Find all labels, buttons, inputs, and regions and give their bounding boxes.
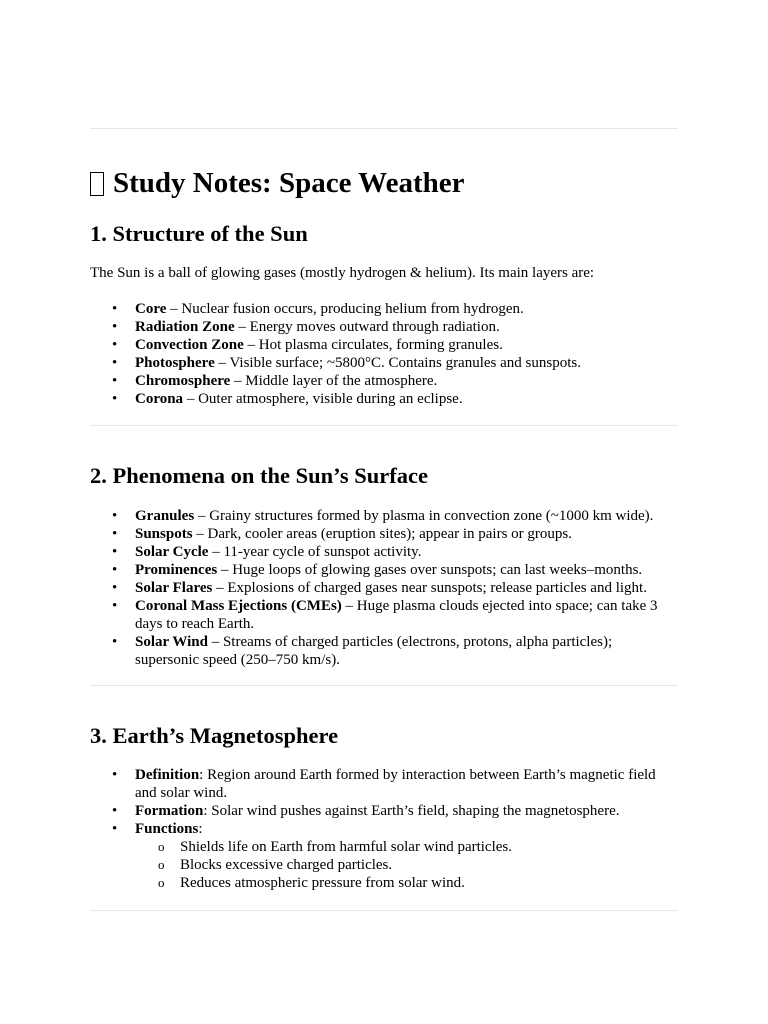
list-item (135, 561, 678, 579)
list-item-text: – Explosions of charged gases near sunspots; release particles and light. (212, 580, 647, 596)
section-structure-of-sun (90, 220, 678, 247)
list-item-term: Formation (135, 803, 204, 819)
list-item (135, 390, 678, 408)
list-item-term: Functions (135, 821, 199, 837)
sub-list-item: o Shields life on Earth from harmful solar wind particles. (180, 838, 678, 856)
section-2-list-block (90, 507, 678, 669)
section-heading: 3. Earth’s Magnetosphere (90, 723, 339, 748)
list-item-text: – Hot plasma circulates, forming granules. (243, 337, 503, 353)
list-item (135, 354, 678, 372)
bullet-list (90, 300, 678, 408)
list-item-term: Corona (135, 391, 184, 407)
list-item (135, 507, 678, 525)
list-item-text: – Huge plasma clouds ejected into space; can take 3 days to reach Earth. (135, 598, 658, 632)
list-item-term: Radiation Zone (135, 319, 235, 335)
list-item (135, 300, 678, 318)
list-item-text: – Grainy structures formed by plasma in convection zone (~1000 km wide). (194, 508, 654, 524)
list-item-text: – Huge loops of glowing gases over sunspots; can last weeks–months. (217, 562, 643, 578)
list-item (135, 766, 678, 802)
list-item-term: Granules (135, 508, 195, 524)
list-item-text: : (198, 821, 203, 837)
section-magnetosphere (90, 722, 678, 749)
section-intro: The Sun is a ball of glowing gases (mostly hydrogen & helium). Its main layers are: (90, 265, 595, 281)
sub-bullet-list (135, 838, 678, 892)
list-item-text: : Region around Earth formed by interaction between Earth’s magnetic field and solar wind. (135, 767, 656, 801)
page-title (90, 166, 678, 201)
section-1-list-block (90, 300, 678, 408)
list-item-term: Solar Wind (135, 634, 208, 650)
list-item-term: Prominences (135, 562, 218, 578)
section-3-list-block (90, 766, 678, 892)
list-item-term: Photosphere (135, 355, 215, 371)
list-item-term: Convection Zone (135, 337, 244, 353)
divider-top (90, 128, 678, 129)
title-block (90, 166, 678, 201)
sub-list-item: o Reduces atmospheric pressure from solar wind. (180, 874, 678, 892)
emoji-placeholder-icon (90, 172, 104, 196)
list-item (135, 525, 678, 543)
list-item-text: – 11-year cycle of sunspot activity. (208, 544, 422, 560)
list-item (135, 633, 678, 669)
list-item-text: – Middle layer of the atmosphere. (230, 373, 438, 389)
list-item (135, 543, 678, 561)
list-item (135, 820, 678, 892)
list-item-term: Solar Cycle (135, 544, 209, 560)
list-item-text: – Visible surface; ~5800°C. Contains granules and sunspots. (214, 355, 581, 371)
section-intro-block (90, 264, 678, 282)
divider (90, 685, 678, 686)
list-item-term: Sunspots (135, 526, 193, 542)
list-item-text: : Solar wind pushes against Earth’s field, shaping the magnetosphere. (203, 803, 620, 819)
bullet-list (90, 766, 678, 892)
list-item-text: – Energy moves outward through radiation. (234, 319, 500, 335)
list-item (135, 579, 678, 597)
page-title-text: Study Notes: Space Weather (113, 167, 465, 199)
list-item (135, 336, 678, 354)
sub-list-item: o Blocks excessive charged particles. (180, 856, 678, 874)
list-item (135, 597, 678, 633)
section-heading: 2. Phenomena on the Sun’s Surface (90, 463, 428, 488)
section-heading: 1. Structure of the Sun (90, 221, 308, 246)
list-item (135, 318, 678, 336)
divider (90, 425, 678, 426)
list-item-term: Coronal Mass Ejections (CMEs) (135, 598, 342, 614)
section-phenomena (90, 462, 678, 489)
list-item-term: Core (135, 301, 167, 317)
bullet-list (90, 507, 678, 669)
list-item-text: – Streams of charged particles (electrons, protons, alpha particles); supersonic speed (250–750 km/s). (135, 634, 613, 668)
list-item-text: – Dark, cooler areas (eruption sites); appear in pairs or groups. (192, 526, 572, 542)
divider-bottom (90, 910, 678, 911)
list-item-term: Definition (135, 767, 200, 783)
list-item-text: – Nuclear fusion occurs, producing helium from hydrogen. (166, 301, 524, 317)
list-item-text: – Outer atmosphere, visible during an eclipse. (183, 391, 463, 407)
list-item (135, 802, 678, 820)
list-item (135, 372, 678, 390)
list-item-term: Chromosphere (135, 373, 231, 389)
list-item-term: Solar Flares (135, 580, 213, 596)
